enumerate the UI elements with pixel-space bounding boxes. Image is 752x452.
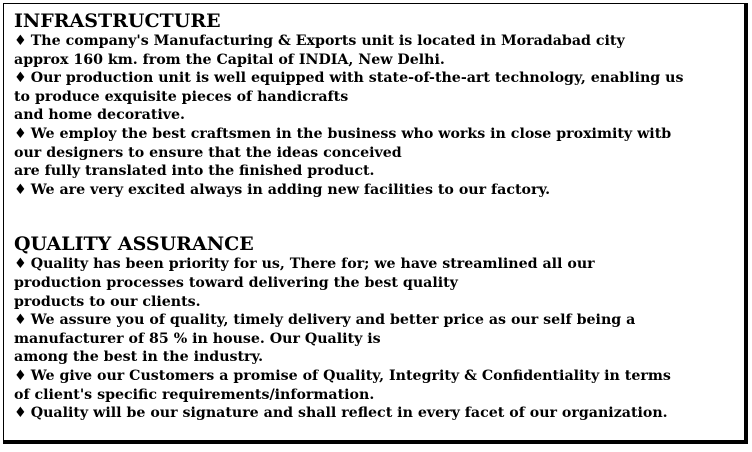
infrastructure-line [14,162,742,181]
infrastructure-line [14,88,742,107]
infrastructure-line [14,125,742,144]
infrastructure-line [14,144,742,163]
infrastructure-line [14,51,742,70]
quality-line [14,367,742,386]
line-text: We assure you of quality, timely delivery and better price as our self being a [30,312,636,329]
bullet-diamond-icon: ♦ [14,312,27,329]
bullet-diamond-icon: ♦ [14,367,27,384]
bullet-diamond-icon: ♦ [14,181,27,198]
line-text: The company's Manufacturing & Exports unit is located in Moradabad city [30,33,625,49]
line-text: We give our Customers a promise of Quality, Integrity & Confidentiality in terms [30,367,671,384]
quality-line [14,311,742,330]
line-text: Quality will be our signature and shall reflect in every facet of our organization. [30,405,668,422]
bullet-diamond-icon: ♦ [14,256,27,273]
bullet-diamond-icon: ♦ [14,405,27,422]
quality-line [14,404,742,423]
content-frame [3,3,748,444]
line-text: approx 160 km. from the Capital of INDIA, New Delhi. [14,51,445,68]
line-text: of client's specific requirements/information. [14,386,375,403]
quality-line [14,274,742,293]
bullet-diamond-icon: ♦ [14,70,27,87]
line-text: are fully translated into the finished product. [14,163,375,180]
quality-assurance-heading: QUALITY ASSURANCE [14,233,254,256]
section-spacer [14,199,742,233]
bullet-diamond-icon: ♦ [14,33,27,49]
line-text: among the best in the industry. [14,349,264,366]
bullet-diamond-icon: ♦ [14,125,27,142]
quality-line [14,255,742,274]
quality-section [14,255,742,422]
line-text: and home decorative. [14,107,185,124]
line-text: our designers to ensure that the ideas conceived [14,144,402,161]
line-text: production processes toward delivering the best quality [14,274,458,291]
infrastructure-line [14,32,742,51]
line-text: We are very excited always in adding new facilities to our factory. [30,181,551,198]
quality-line [14,386,742,405]
line-text: manufacturer of 85 % in house. Our Quality is [14,330,381,347]
quality-line [14,348,742,367]
quality-line [14,293,742,312]
line-text: Quality has been priority for us, There for; we have streamlined all our [30,256,595,273]
line-text: to produce exquisite pieces of handicrafts [14,88,349,105]
line-text: Our production unit is well equipped with state-of-the-art technology, enabling us [30,70,684,87]
line-text: products to our clients. [14,293,201,310]
infrastructure-line [14,69,742,88]
infrastructure-section [14,32,742,199]
content-area [14,10,742,423]
infrastructure-line [14,181,742,200]
quality-line [14,330,742,349]
infrastructure-heading: INFRASTRUCTURE [14,10,221,32]
infrastructure-line [14,106,742,125]
line-text: We employ the best craftsmen in the business who works in close proximity witb [30,125,672,142]
